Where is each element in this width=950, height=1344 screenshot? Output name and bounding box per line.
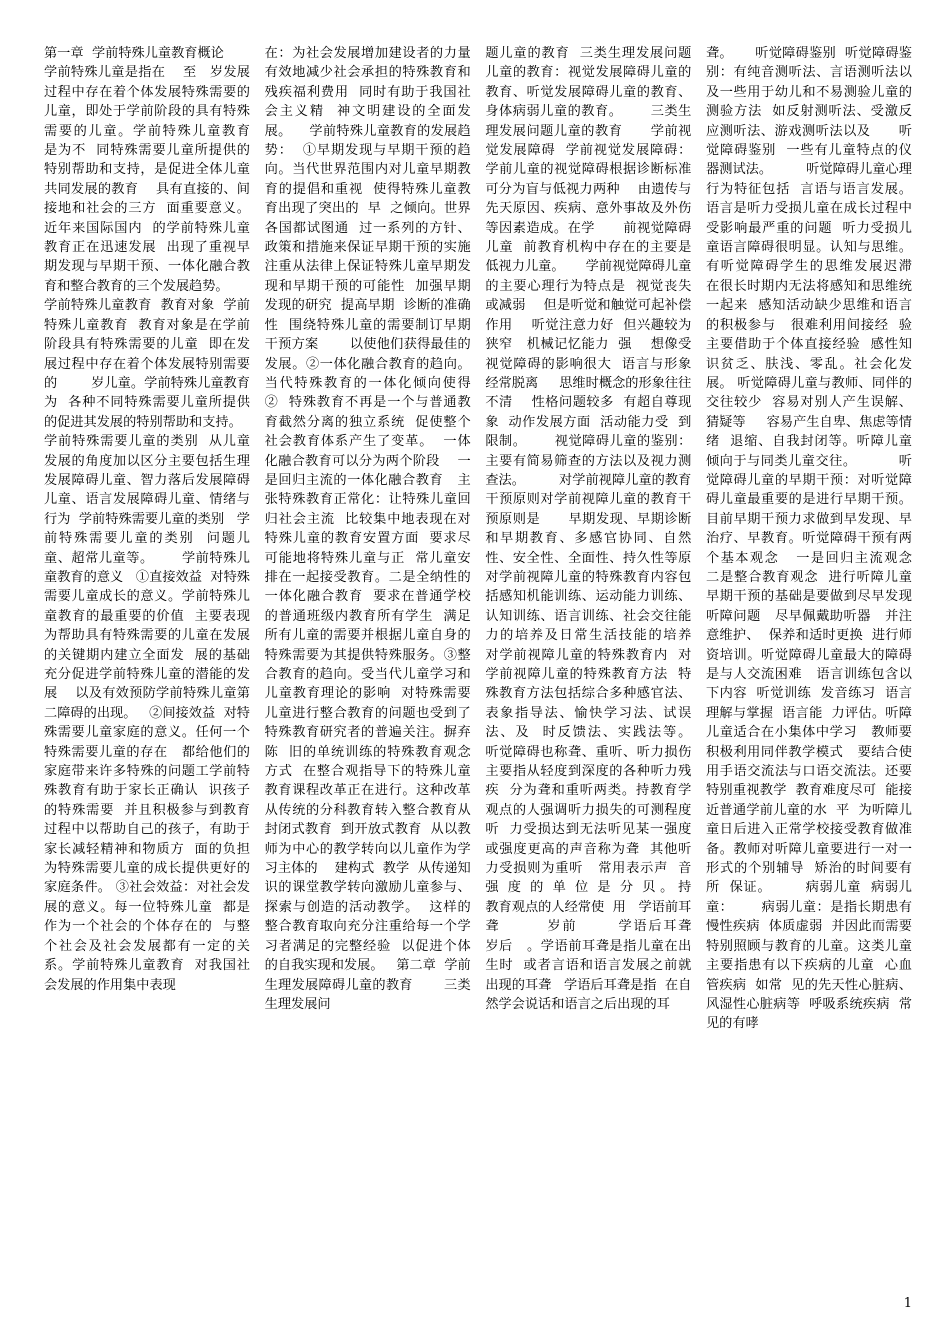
text-column-4 [706,44,912,1282]
column-4-body: 聋。 听觉障碍鉴别 听觉障碍鉴别：有纯音测听法、言语测听法以及一些用于幼儿和不易测验儿童的测验方法 如反射测听法、受激反应测听法、游戏测听法以及 听觉障碍鉴别 一些有儿童特点的仪器测试法。 听觉障碍儿童心理行为特征包括 言语与语言发展。语言是听力受损儿童在成长过程中受影响最严重的问题 听力受损儿童语言障碍很明显。认知与思维。有听觉障碍学生的思维发展迟滞 在很长时期内无法将感知和思维统一起来 感知活动缺少思维和语言的积极参与 很难利用间接经 验 主要借助于个体直接经验 感性知识贫乏、肤浅、零乱。社会化发展。 听觉障碍儿童与教师、同伴的交往较少 容易对别人产生误解、猜疑等 容易产生自卑、焦虑等情绪 退缩、自我封闭等。听障儿童倾向于与同类儿童交往。 听觉障碍儿童的早期干预：对听觉障碍儿童最重要的是进行早期干预。目前早期干预力求做到早发现、早治疗、早教育。听觉障碍干预有两 个基本观念 一是回归主流观念 二是整合教育观念 进行听障儿童早期干预的基础是要做到尽早发现听障问题 尽早佩戴助听器 并注意维护、 保养和适时更换 进行师资培训。听觉障碍儿童最大的障碍是与人交流困难 语言训练包含以下内容 听觉训练 发音练习 语言理解与掌握 语言能 力评估。听障儿童适合在小集体中学习 教师要积极利用同伴教学模式 要结合使用手语交流法与口语交流法。还要特别重视教学 教育难度尽可 能接近普通学前儿童的水 平 为听障儿童日后进入正常学校接受教育做准备。教师对听障儿童要进行一对一形式的个别辅导 矫治的时间要有所 保证。 病弱儿童 病弱儿童： 病弱儿童：是指长期患有慢性疾病 体质虚弱 并因此而需要特别照顾与教育的儿童。这类儿童主要指患有以下疾病的儿童 心血管疾病 如常 见的先天性心脏病、风湿性心脏病等 呼吸系统疾病 常见的有哮 [705,46,912,1032]
column-1-body: 第一章 学前特殊儿童教育概论 学前特殊儿童是指在 至 岁发展过程中存在着个体发展特殊需要的儿童，即处于学前阶段的具有特殊需要的儿童。学前特殊儿童教育 是为不 同特殊需要儿童所提供的特别帮助和支持，是促进全体儿童共同发展的教育 具有直接的、间接地和社会的三方 面重要意义。近年来国际国内 的学前特殊儿童教育正在迅速发展 出现了重视早期发现与早期干预、一体化融合教育和整合教育的三个发展趋势。 学前特殊儿童教育 教育对象 学前特殊儿童教育 教育对象是在学前阶段具有特殊需要的儿童 即在发展过程中存在着个体发展特别需要的 岁儿童。学前特殊儿童教育 为 各种不同特殊需要儿童所提供的促进其发展的特别帮助和支持。 学前特殊需要儿童的类别 从儿童发展的角度加以区分主要包括生理发展障碍儿童、智力落后发展障碍儿童、语言发展障碍儿童、情绪与行为 学前特殊需要儿童的类别 学前特殊需要儿童的类别 问题儿童、超常儿童等。 学前特殊儿童教育的意义 ①直接效益 对特殊需要儿童成长的意义。学前特殊儿童教育的最重要的价值 主要表现为帮助具有特殊需要的儿童在发展的关键期内建立全面发 展的基础 充分促进学前特殊儿童的潜能的发展 以及有效预防学前特殊儿童第二障碍的出现。 ②间接效益 对特殊需要儿童家庭的意义。任何一个特殊需要儿童的存在 都给他们的家庭带来许多特殊的问题工学前特殊教育有助于家长正确认 识孩子的特殊需要 并且积极参与到教育过程中以帮助自己的孩子，有助于家长减轻精神和物质方 面的负担 为特殊需要儿童的成长提供更好的家庭条件。 ③社会效益：对社会发展的意义。每一位特殊儿童 都是作为一个社会的个体存在的 与整个社会及社会发展都有一定的关系。学前特殊儿童教育 对我国社会发展的作用集中表现 [44,46,250,993]
column-3-body: 题儿童的教育 三类生理发展问题儿童的教育：视觉发展障碍儿童的教育、听觉发展障碍儿童的教育、身体病弱儿童的教育。 三类生理发展问题儿童的教育 学前视觉发展障碍 学前视觉发展障碍：学前儿童的视觉障碍根据诊断标准可分为盲与低视力两种 由遗传与先天原因、疾病、意外事故及外伤等因素造成。在学 前视觉障碍儿童 前教育机构中存在的主要是低视力儿童。 学前视觉障碍儿童的主要心理行为特点是 视觉丧失或减弱 但是听觉和触觉可起补偿作用 听觉注意力好 但兴趣较为狭窄 机械记忆能力 强 想像受视觉障碍的影响很大 语言与形象经常脱离 思维时概念的形象往往不清 性格问题较多 有超自尊现象 动作发展方面 活动能力受 到限制。 视觉障碍儿童的鉴别：主要有简易筛查的方法以及视力测查法。 对学前视障儿童的教育干预原则对学前视障儿童的教育干预原则是 早期发现、早期诊断和早期教育、多感官协同、自然性、安全性、全面性、持久性等原 对学前视障儿童的特殊教育内容包括感知机能训练、运动能力训练、认知训练、语言训练、社会交往能力的培养及日常生活技能的培养 对学前视障儿童的特殊教育内 对学前视障儿童的特殊教育方法 特殊教育方法包括综合多种感官法、表象指导法、愉快学习法、试误法、及 时反馈法、实践法等。 听觉障碍也称聋、重听、听力损伤 主要指从轻度到深度的各种听力残疾 分为聋和重听两类。持教育学观点的人强调听力损失的可测程度 听 力受损达到无法听见某一强度或强度更高的声音称为聋 其他听力受损则为重听 常用表示声 音 强 度 的 单 位 是 分 贝 。 持教育观点的人经常使 用 学语前耳聋 岁前 学语后耳聋 岁后 。学语前耳聋是指儿童在出生时 或者言语和语言发展之前就出现的耳聋 学语后耳聋是指 在自然学会说话和语言之后出现的耳 [485,46,692,1012]
text-column-1 [44,44,250,1282]
page-number: 1 [903,1296,912,1311]
column-2-body: 在：为社会发展增加建设者的力量 有效地减少社会承担的特殊教育和残疾福利费用 同时有助于我国社会主义精 神文明建设的全面发展。 学前特殊儿童教育的发展趋势： ①早期发现与早期干预的趋向。当代世界范围内对儿童早期教育的提倡和重视 使得特殊儿童教育出现了突出的 早 之倾向。世界各国都试图通 过一系列的方针、政策和措施来保证早期干预的实施 注重从法律上保证特殊儿童早期发现和早期干预的可能性 加强早期发现的研究 提高早期 诊断的准确性 围绕特殊儿童的需要制订早期干预方案 以使他们获得最佳的发展。②一体化融合教育的趋向。当代特殊教育的一体化倾向使得 ② 特殊教育不再是一个与普通教育截然分离的独立系统 促使整个社会教育体系产生了变革。 一体化融合教育可以分为两个阶段 一是回归主流的一体化融合教育 主张特殊教育正常化：让特殊儿童回归社会主流 比较集中地表现在对特殊儿童的教育安置方面 要求尽可能地将特殊儿童与正 常儿童安排在一起接受教育。二是全纳性的一体化融合教育 要求在普通学校的普通班级内教育所有学生 满足所有儿童的需要并根据儿童自身的 特殊需要为其提供特殊服务。③整合教育的趋向。受当代儿童学习和儿童教育理论的影响 对特殊需要儿童进行整合教育的问题也受到了特殊教育研究者的普遍关注。摒弃陈 旧的单统训练的特殊教育观念方式 在整合观指导下的特殊儿童教育课程改革正在进行。这种改革从传统的分科教育转入整合教育从封闭式教育 到开放式教育 从以教师为中心的教学转向以儿童作为学习主体的 建构式 教学 从传递知识的课堂教学转向激励儿童参与、 探索与创造的活动教学。 这样的整合教育取向充分注重给每一个学习者满足的完整经验 以促进个体的自我实现和发展。 第二章 学前生理发展障碍儿童的教育 三类生理发展问 [264,46,471,1012]
text-column-2 [265,44,471,1282]
document-page [44,44,912,1282]
text-column-3 [485,44,691,1282]
